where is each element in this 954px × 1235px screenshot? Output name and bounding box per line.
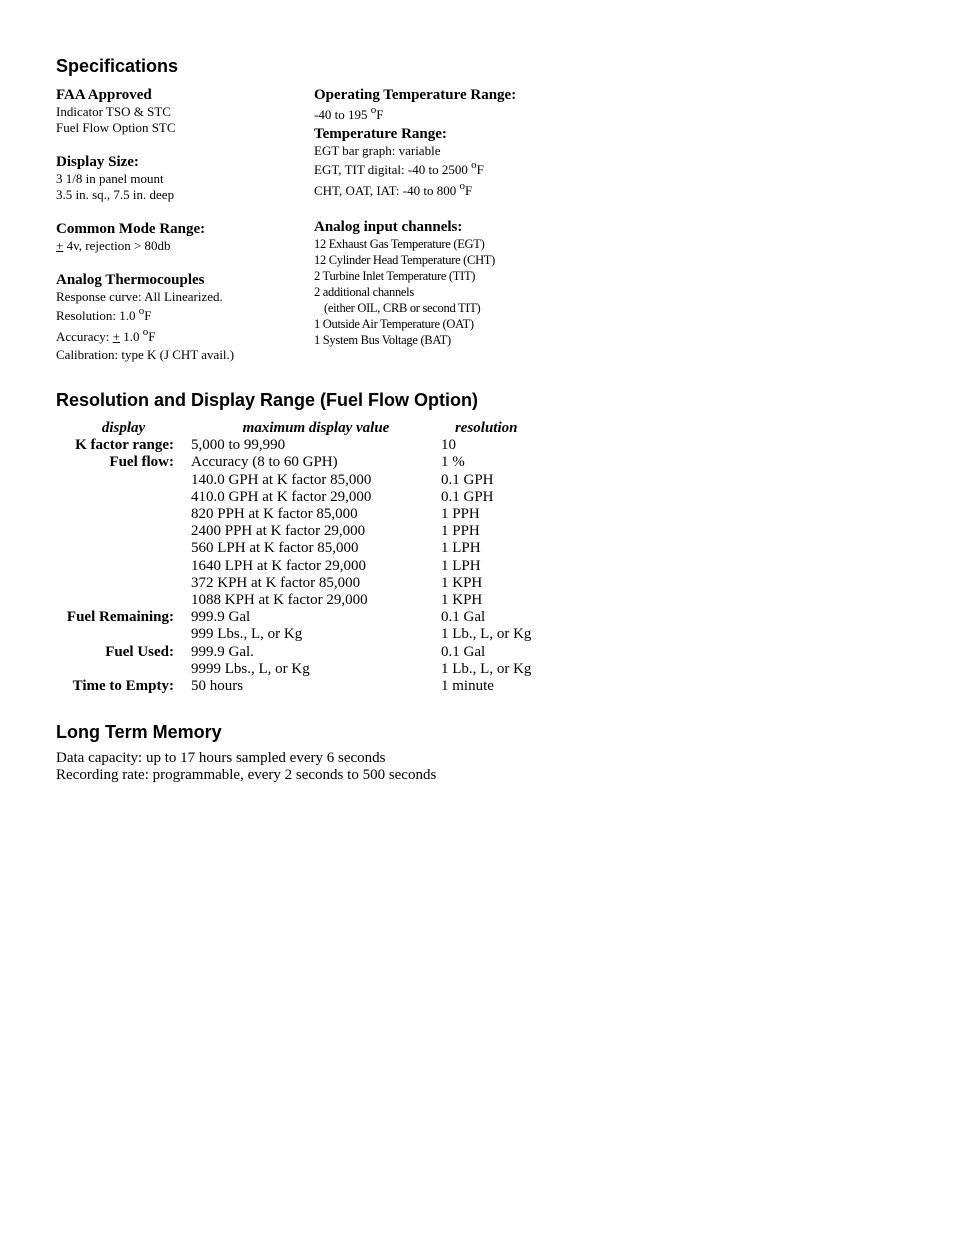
- row-label: Fuel flow:: [109, 454, 174, 471]
- accuracy-line: [56, 326, 234, 347]
- row-resolution: 1 minute: [441, 678, 494, 695]
- temp-range-block: [314, 125, 516, 201]
- row-label: [56, 592, 191, 609]
- row-max-value: 1088 KPH at K factor 29,000: [191, 592, 368, 609]
- row-resolution: 1 Lb., L, or Kg: [441, 660, 532, 677]
- common-mode-title: Common Mode Range:: [56, 221, 206, 237]
- fahrenheit-unit: F: [144, 308, 152, 323]
- table-row: [56, 523, 531, 540]
- row-max-value: 50 hours: [191, 678, 244, 695]
- specs-right-column: [314, 86, 516, 348]
- table-row: [56, 489, 531, 506]
- channel-item: 1 Outside Air Temperature (OAT): [314, 317, 474, 331]
- row-max-value: 5,000 to 99,990: [191, 437, 286, 454]
- row-label: [56, 472, 191, 489]
- row-resolution: 0.1 GPH: [441, 471, 494, 488]
- row-resolution: 1 LPH: [441, 557, 481, 574]
- analog-thermocouples-title: Analog Thermocouples: [56, 272, 205, 288]
- common-mode-line: [56, 238, 234, 254]
- faa-title: FAA Approved: [56, 87, 152, 103]
- header-max-value: maximum display value: [242, 420, 390, 436]
- display-size-block: [56, 153, 234, 203]
- row-max-value: 140.0 GPH at K factor 85,000: [191, 471, 372, 488]
- row-max-value: 372 KPH at K factor 85,000: [191, 574, 361, 591]
- table-row: [56, 558, 531, 575]
- row-max-value: 9999 Lbs., L, or Kg: [191, 660, 310, 677]
- row-label: [56, 506, 191, 523]
- row-max-value: 2400 PPH at K factor 29,000: [191, 523, 366, 540]
- table-row: [56, 506, 531, 523]
- row-resolution: 1 %: [441, 454, 465, 471]
- resolution-text: Resolution: 1.0: [56, 308, 139, 323]
- row-resolution: 0.1 Gal: [441, 643, 486, 660]
- table-row: [56, 592, 531, 609]
- faa-block: [56, 86, 234, 136]
- cht-oat-iat-text: CHT, OAT, IAT: -40 to 800: [314, 183, 460, 198]
- channel-item: (either OIL, CRB or second TIT): [324, 301, 481, 315]
- degree-symbol: o: [370, 104, 377, 116]
- analog-thermocouples-block: [56, 271, 234, 363]
- channel-item: 2 Turbine Inlet Temperature (TIT): [314, 269, 476, 283]
- resolution-line: [56, 305, 234, 326]
- header-resolution: resolution: [454, 420, 518, 436]
- channel-item: 12 Cylinder Head Temperature (CHT): [314, 253, 495, 267]
- egt-tit-digital-text: EGT, TIT digital: -40 to 2500: [314, 162, 472, 177]
- row-label: Fuel Remaining:: [66, 609, 174, 626]
- degree-symbol: o: [138, 305, 145, 317]
- analog-channels-block: [314, 218, 516, 348]
- table-row: [56, 575, 531, 592]
- row-resolution: 0.1 GPH: [441, 488, 494, 505]
- faa-line-2: Fuel Flow Option STC: [56, 120, 176, 135]
- row-max-value: 999.9 Gal.: [191, 643, 254, 660]
- row-max-value: 560 LPH at K factor 85,000: [191, 540, 359, 557]
- table-row: [56, 644, 531, 661]
- row-label: Time to Empty:: [72, 678, 174, 695]
- row-resolution: 1 Lb., L, or Kg: [441, 626, 532, 643]
- plus-minus-symbol: +: [112, 329, 121, 344]
- row-label: [56, 489, 191, 506]
- row-label: [56, 558, 191, 575]
- row-resolution: 1 KPH: [441, 574, 483, 591]
- temp-range-title: Temperature Range:: [314, 126, 447, 142]
- row-max-value: 999 Lbs., L, or Kg: [191, 626, 303, 643]
- resolution-table-body: [56, 437, 531, 695]
- channel-item: 1 System Bus Voltage (BAT): [314, 333, 451, 347]
- row-max-value: 1640 LPH at K factor 29,000: [191, 557, 366, 574]
- accuracy-label: Accuracy:: [56, 329, 113, 344]
- degree-symbol: o: [142, 326, 149, 338]
- table-row: [56, 609, 531, 626]
- header-display: display: [101, 420, 146, 436]
- table-row: [56, 454, 531, 471]
- operating-temp-title: Operating Temperature Range:: [314, 87, 517, 103]
- row-max-value: Accuracy (8 to 60 GPH): [191, 454, 338, 471]
- fahrenheit-unit: F: [476, 162, 484, 177]
- row-resolution: 1 LPH: [441, 540, 481, 557]
- common-mode-block: [56, 220, 234, 254]
- row-max-value: 410.0 GPH at K factor 29,000: [191, 488, 372, 505]
- faa-line-1: Indicator TSO & STC: [56, 104, 171, 119]
- table-row: [56, 472, 531, 489]
- operating-temp-value: -40 to 195: [314, 107, 371, 122]
- analog-channels-title: Analog input channels:: [314, 219, 463, 235]
- egt-bar-graph-line: EGT bar graph: variable: [314, 143, 441, 158]
- row-label: Fuel Used:: [105, 643, 174, 660]
- degree-symbol: o: [459, 180, 465, 192]
- row-label: K factor range:: [75, 437, 174, 454]
- table-row: [56, 540, 531, 557]
- accuracy-value: 1.0: [120, 329, 143, 344]
- display-size-title: Display Size:: [56, 154, 139, 170]
- operating-temp-line: [314, 104, 516, 125]
- fahrenheit-unit: F: [376, 107, 384, 122]
- memory-heading: Long Term Memory: [56, 722, 222, 742]
- row-label: [56, 626, 191, 643]
- row-label: [56, 575, 191, 592]
- table-row: [56, 678, 531, 695]
- specs-left-column: [56, 86, 234, 380]
- row-resolution: 1 KPH: [441, 592, 483, 609]
- data-capacity-line: Data capacity: up to 17 hours sampled every 6 seconds: [56, 750, 386, 766]
- table-row: [56, 626, 531, 643]
- egt-tit-digital-line: [314, 159, 516, 180]
- display-size-line-1: 3 1/8 in panel mount: [56, 171, 164, 186]
- channel-item: 2 additional channels: [314, 285, 414, 299]
- table-row: [56, 661, 531, 678]
- table-row: [56, 437, 531, 454]
- plus-minus-symbol: +: [56, 238, 64, 253]
- display-size-line-2: 3.5 in. sq., 7.5 in. deep: [56, 187, 175, 202]
- row-resolution: 10: [441, 437, 456, 454]
- channel-item: 12 Exhaust Gas Temperature (EGT): [314, 237, 485, 251]
- specifications-heading: Specifications: [56, 56, 179, 76]
- row-label: [56, 523, 191, 540]
- resolution-heading: Resolution and Display Range (Fuel Flow Option): [56, 390, 479, 410]
- fahrenheit-unit: F: [148, 329, 156, 344]
- table-header-row: [56, 420, 531, 437]
- memory-paragraph: [56, 750, 436, 784]
- row-max-value: 999.9 Gal: [191, 609, 251, 626]
- row-resolution: 1 PPH: [441, 523, 480, 540]
- recording-rate-line: Recording rate: programmable, every 2 seconds to 500 seconds: [56, 767, 437, 783]
- row-label: [56, 661, 191, 678]
- degree-symbol: o: [471, 159, 477, 171]
- calibration-line: Calibration: type K (J CHT avail.): [56, 347, 235, 362]
- row-label: [56, 540, 191, 557]
- resolution-table: [56, 420, 531, 695]
- row-max-value: 820 PPH at K factor 85,000: [191, 506, 358, 523]
- fahrenheit-unit: F: [464, 183, 473, 198]
- common-mode-text: 4v, rejection > 80db: [63, 238, 171, 253]
- row-resolution: 0.1 Gal: [441, 609, 486, 626]
- response-curve-line: Response curve: All Linearized.: [56, 289, 223, 304]
- cht-oat-iat-line: [314, 180, 516, 201]
- row-resolution: 1 PPH: [441, 506, 480, 523]
